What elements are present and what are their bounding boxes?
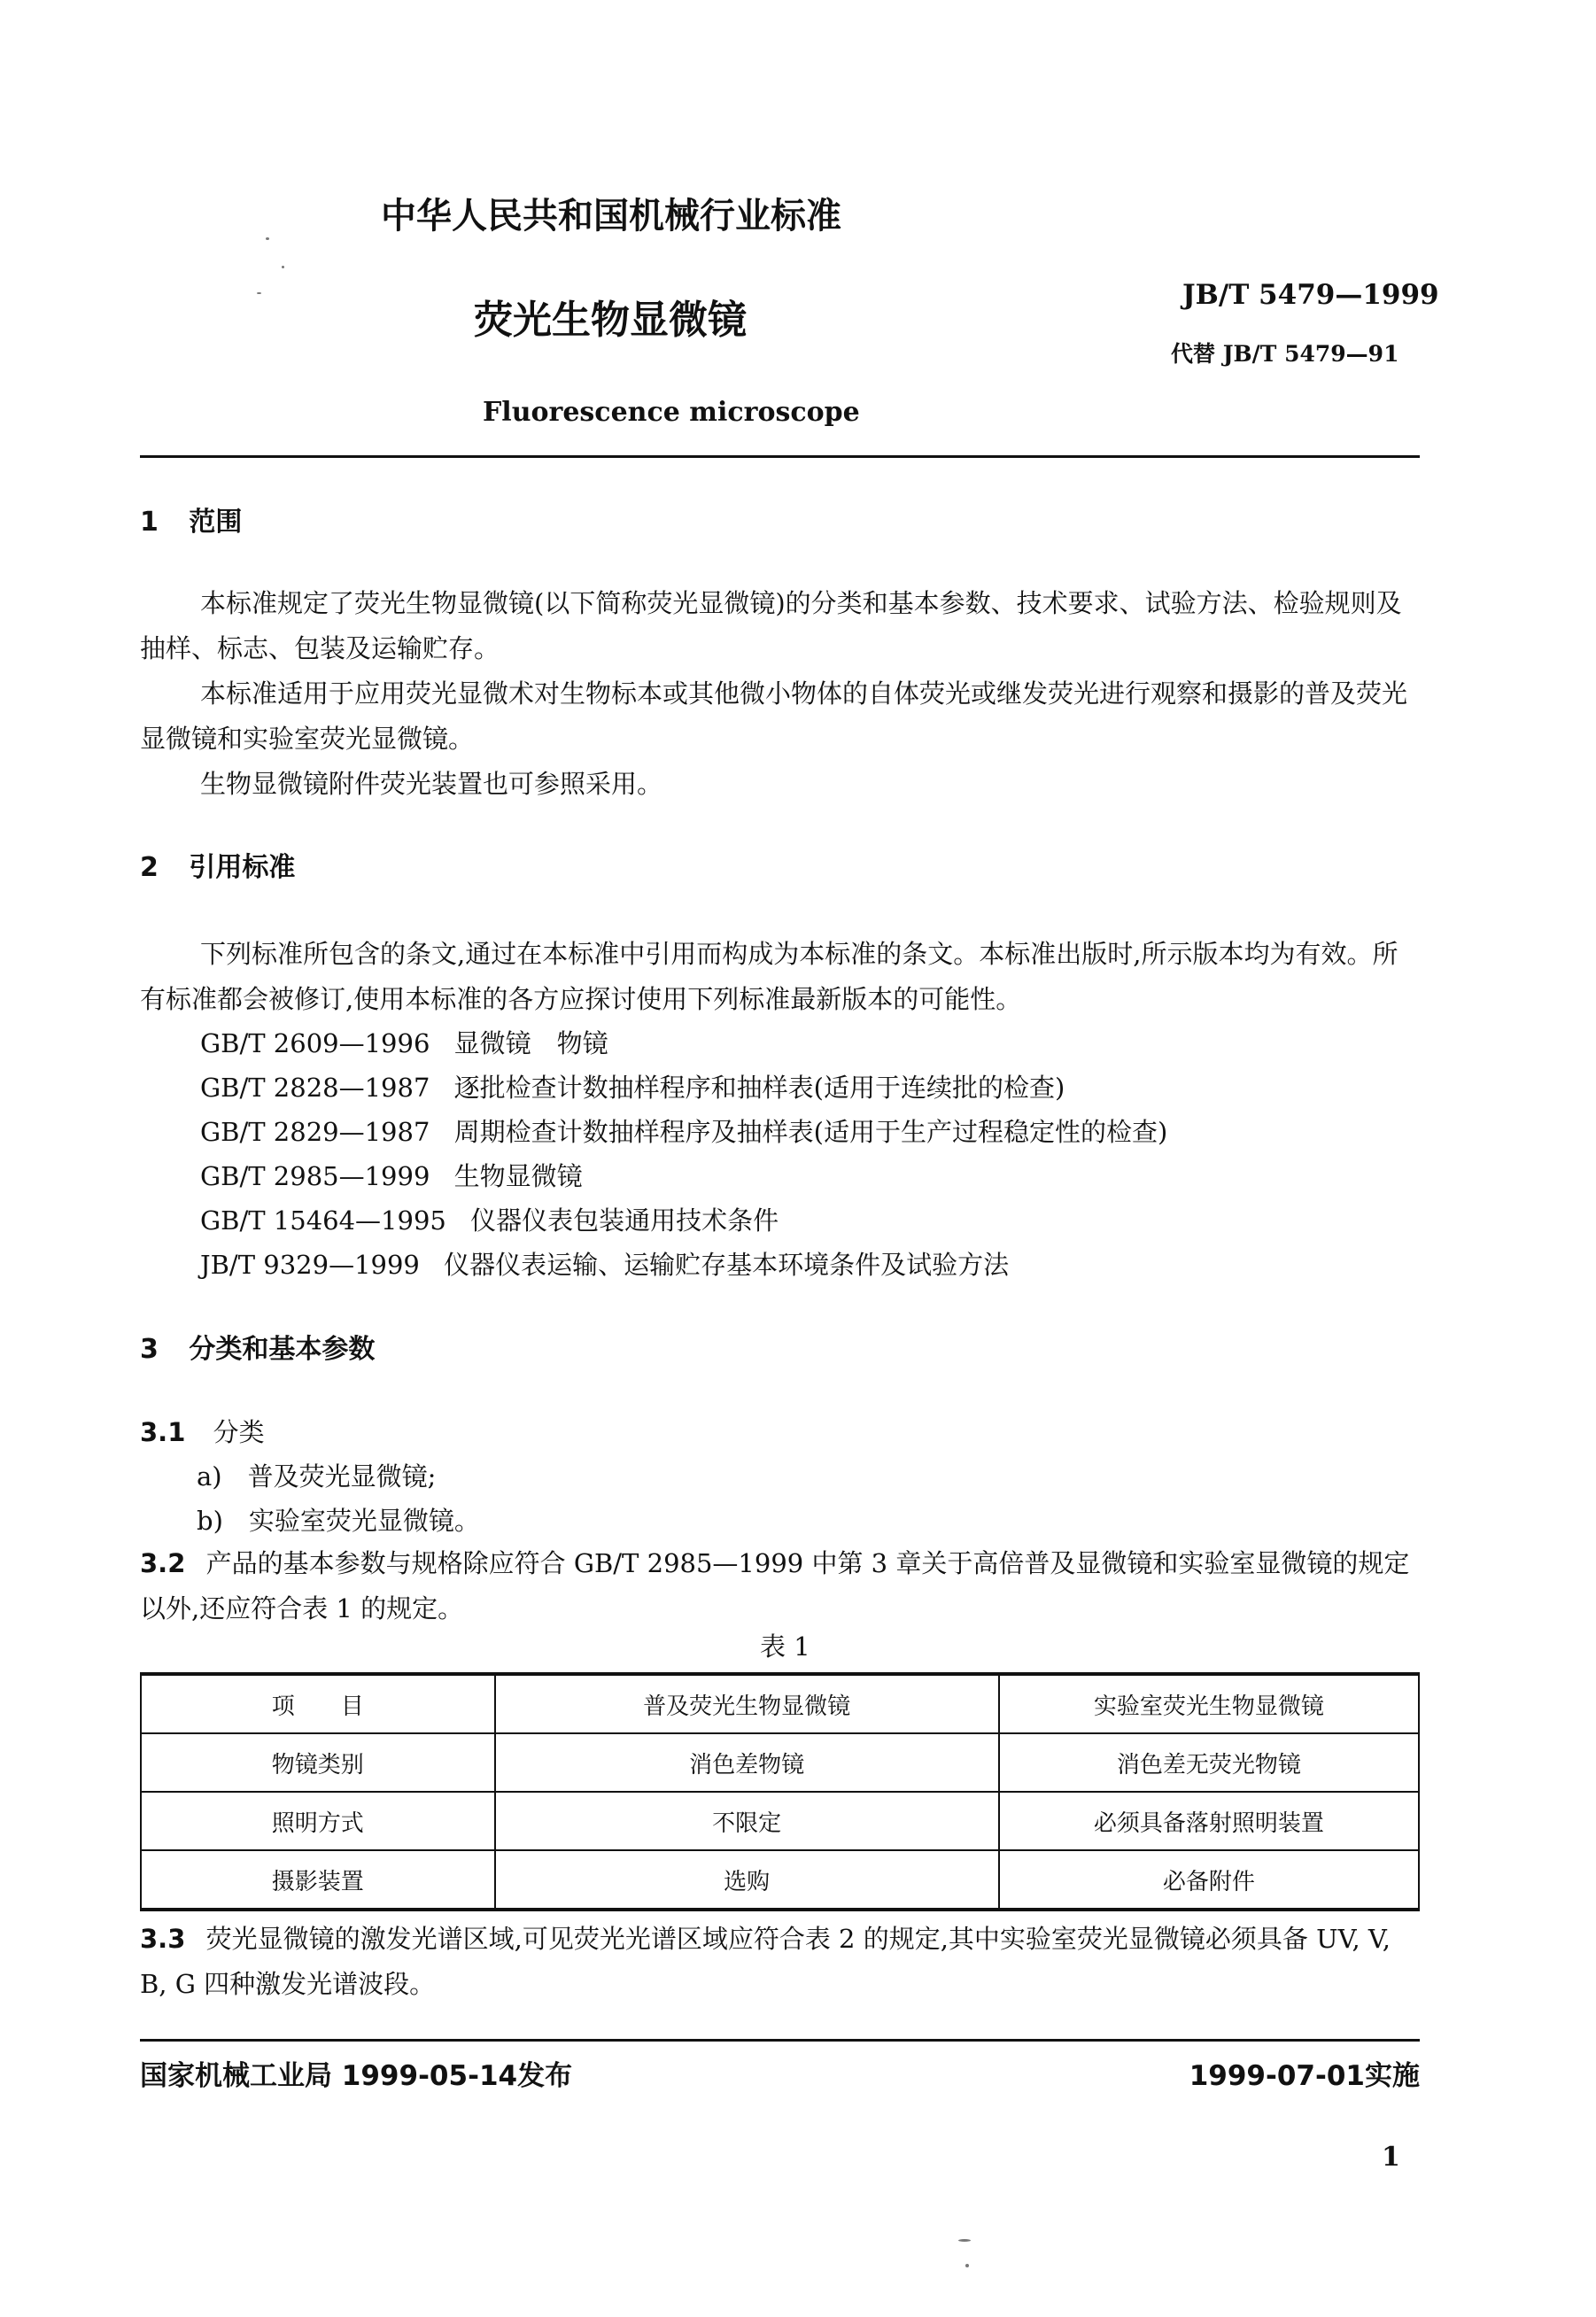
reference-item (200, 1024, 608, 1060)
org-title: 中华人民共和国机械行业标准 (381, 196, 841, 236)
table-cell: 物镜类别 (141, 1733, 495, 1792)
table-header-row (141, 1674, 1419, 1733)
reference-item (200, 1201, 779, 1237)
table-header-cell: 普及荧光生物显微镜 (495, 1674, 999, 1733)
subsection-text: 荧光显微镜的激发光谱区域,可见荧光光谱区域应符合表 2 的规定,其中实验室荧光显微镜必须具备 UV, V, B, G 四种激发光谱波段。 (140, 1924, 1391, 1999)
reference-code: GB/T 2828—1987 (200, 1073, 430, 1103)
reference-title: 生物显微镜 (453, 1161, 583, 1191)
document-title: 荧光生物显微镜 (474, 298, 747, 343)
standard-number: JB/T 5479—1999 (1182, 279, 1439, 311)
reference-title: 逐批检查计数抽样程序和抽样表(适用于连续批的检查) (453, 1073, 1065, 1103)
english-title: Fluorescence microscope (483, 397, 860, 428)
scan-speck (266, 237, 269, 240)
subsection-3-3 (140, 1917, 1420, 2007)
classification-item-a: a) 普及荧光显微镜; (197, 1461, 437, 1492)
section-1-paragraph-2: 本标准适用于应用荧光显微术对生物标本或其他微小物体的自体荧光或继发荧光进行观察和摄影的普及荧光显微镜和实验室荧光显微镜。 (140, 678, 1408, 754)
table-cell: 必备附件 (999, 1850, 1419, 1910)
reference-code: GB/T 2985—1999 (200, 1161, 430, 1191)
page-number: 1 (1382, 2142, 1400, 2173)
subsection-number: 3.3 (140, 1924, 186, 1954)
issue-date: 国家机械工业局 1999-05-14发布 (140, 2060, 573, 2092)
reference-title: 显微镜 物镜 (453, 1028, 608, 1058)
reference-title: 仪器仪表包装通用技术条件 (470, 1205, 779, 1236)
footer-rule (140, 2039, 1420, 2042)
table-cell: 必须具备落射照明装置 (999, 1792, 1419, 1850)
subsection-3-2 (140, 1541, 1420, 1631)
reference-code: GB/T 15464—1995 (200, 1205, 446, 1236)
section-number: 1 (140, 507, 159, 538)
table-cell: 选购 (495, 1850, 999, 1910)
table-cell: 摄影装置 (141, 1850, 495, 1910)
reference-code: JB/T 9329—1999 (200, 1250, 420, 1280)
scan-speck (965, 2264, 969, 2267)
table-row (141, 1792, 1419, 1850)
classification-item-b: b) 实验室荧光显微镜。 (197, 1506, 480, 1536)
table-cell: 照明方式 (141, 1792, 495, 1850)
section-3-heading (140, 1327, 375, 1366)
scan-speck (282, 266, 284, 268)
table-header-cell: 实验室荧光生物显微镜 (999, 1674, 1419, 1733)
subsection-number: 3.2 (140, 1548, 186, 1578)
table-header-cell: 项 目 (141, 1674, 495, 1733)
reference-title: 仪器仪表运输、运输贮存基本环境条件及试验方法 (444, 1250, 1010, 1280)
section-1-heading (140, 500, 242, 539)
subsection-text: 产品的基本参数与规格除应符合 GB/T 2985—1999 中第 3 章关于高倍普及显微镜和实验室显微镜的规定以外,还应符合表 1 的规定。 (140, 1548, 1410, 1623)
reference-item (200, 1112, 1167, 1149)
implementation-date: 1999-07-01实施 (1189, 2060, 1420, 2092)
section-title: 分类和基本参数 (189, 1334, 376, 1365)
subsection-number: 3.1 (140, 1417, 186, 1447)
table-cell: 消色差物镜 (495, 1733, 999, 1792)
reference-item (200, 1157, 583, 1193)
table-cell: 消色差无荧光物镜 (999, 1733, 1419, 1792)
section-number: 2 (140, 852, 159, 883)
section-2-paragraph-1: 下列标准所包含的条文,通过在本标准中引用而构成为本标准的条文。本标准出版时,所示版本均为有效。所有标准都会被修订,使用本标准的各方应探讨使用下列标准最新版本的可能性。 (140, 939, 1398, 1014)
scan-speck (257, 292, 261, 294)
table-row (141, 1850, 1419, 1910)
table-caption: 表 1 (760, 1631, 810, 1662)
subsection-3-1-heading (140, 1410, 265, 1455)
section-2-heading (140, 845, 295, 884)
section-title: 引用标准 (189, 852, 296, 883)
header-rule (140, 455, 1420, 458)
table-cell: 不限定 (495, 1792, 999, 1850)
section-title: 范围 (189, 507, 243, 538)
scan-speck (958, 2239, 971, 2242)
section-number: 3 (140, 1334, 159, 1365)
subsection-title: 分类 (213, 1417, 265, 1447)
table-row (141, 1733, 1419, 1792)
reference-title: 周期检查计数抽样程序及抽样表(适用于生产过程稳定性的检查) (453, 1117, 1168, 1147)
section-1-paragraph-3: 生物显微镜附件荧光装置也可参照采用。 (200, 769, 663, 799)
reference-item (200, 1245, 1009, 1282)
reference-item (200, 1068, 1065, 1104)
reference-code: GB/T 2829—1987 (200, 1117, 430, 1147)
section-1-paragraph-1: 本标准规定了荧光生物显微镜(以下简称荧光显微镜)的分类和基本参数、技术要求、试验方法、检验规则及抽样、标志、包装及运输贮存。 (140, 588, 1402, 663)
table-1 (140, 1672, 1420, 1911)
replaces-standard: 代替 JB/T 5479—91 (1171, 341, 1399, 367)
reference-code: GB/T 2609—1996 (200, 1028, 430, 1058)
